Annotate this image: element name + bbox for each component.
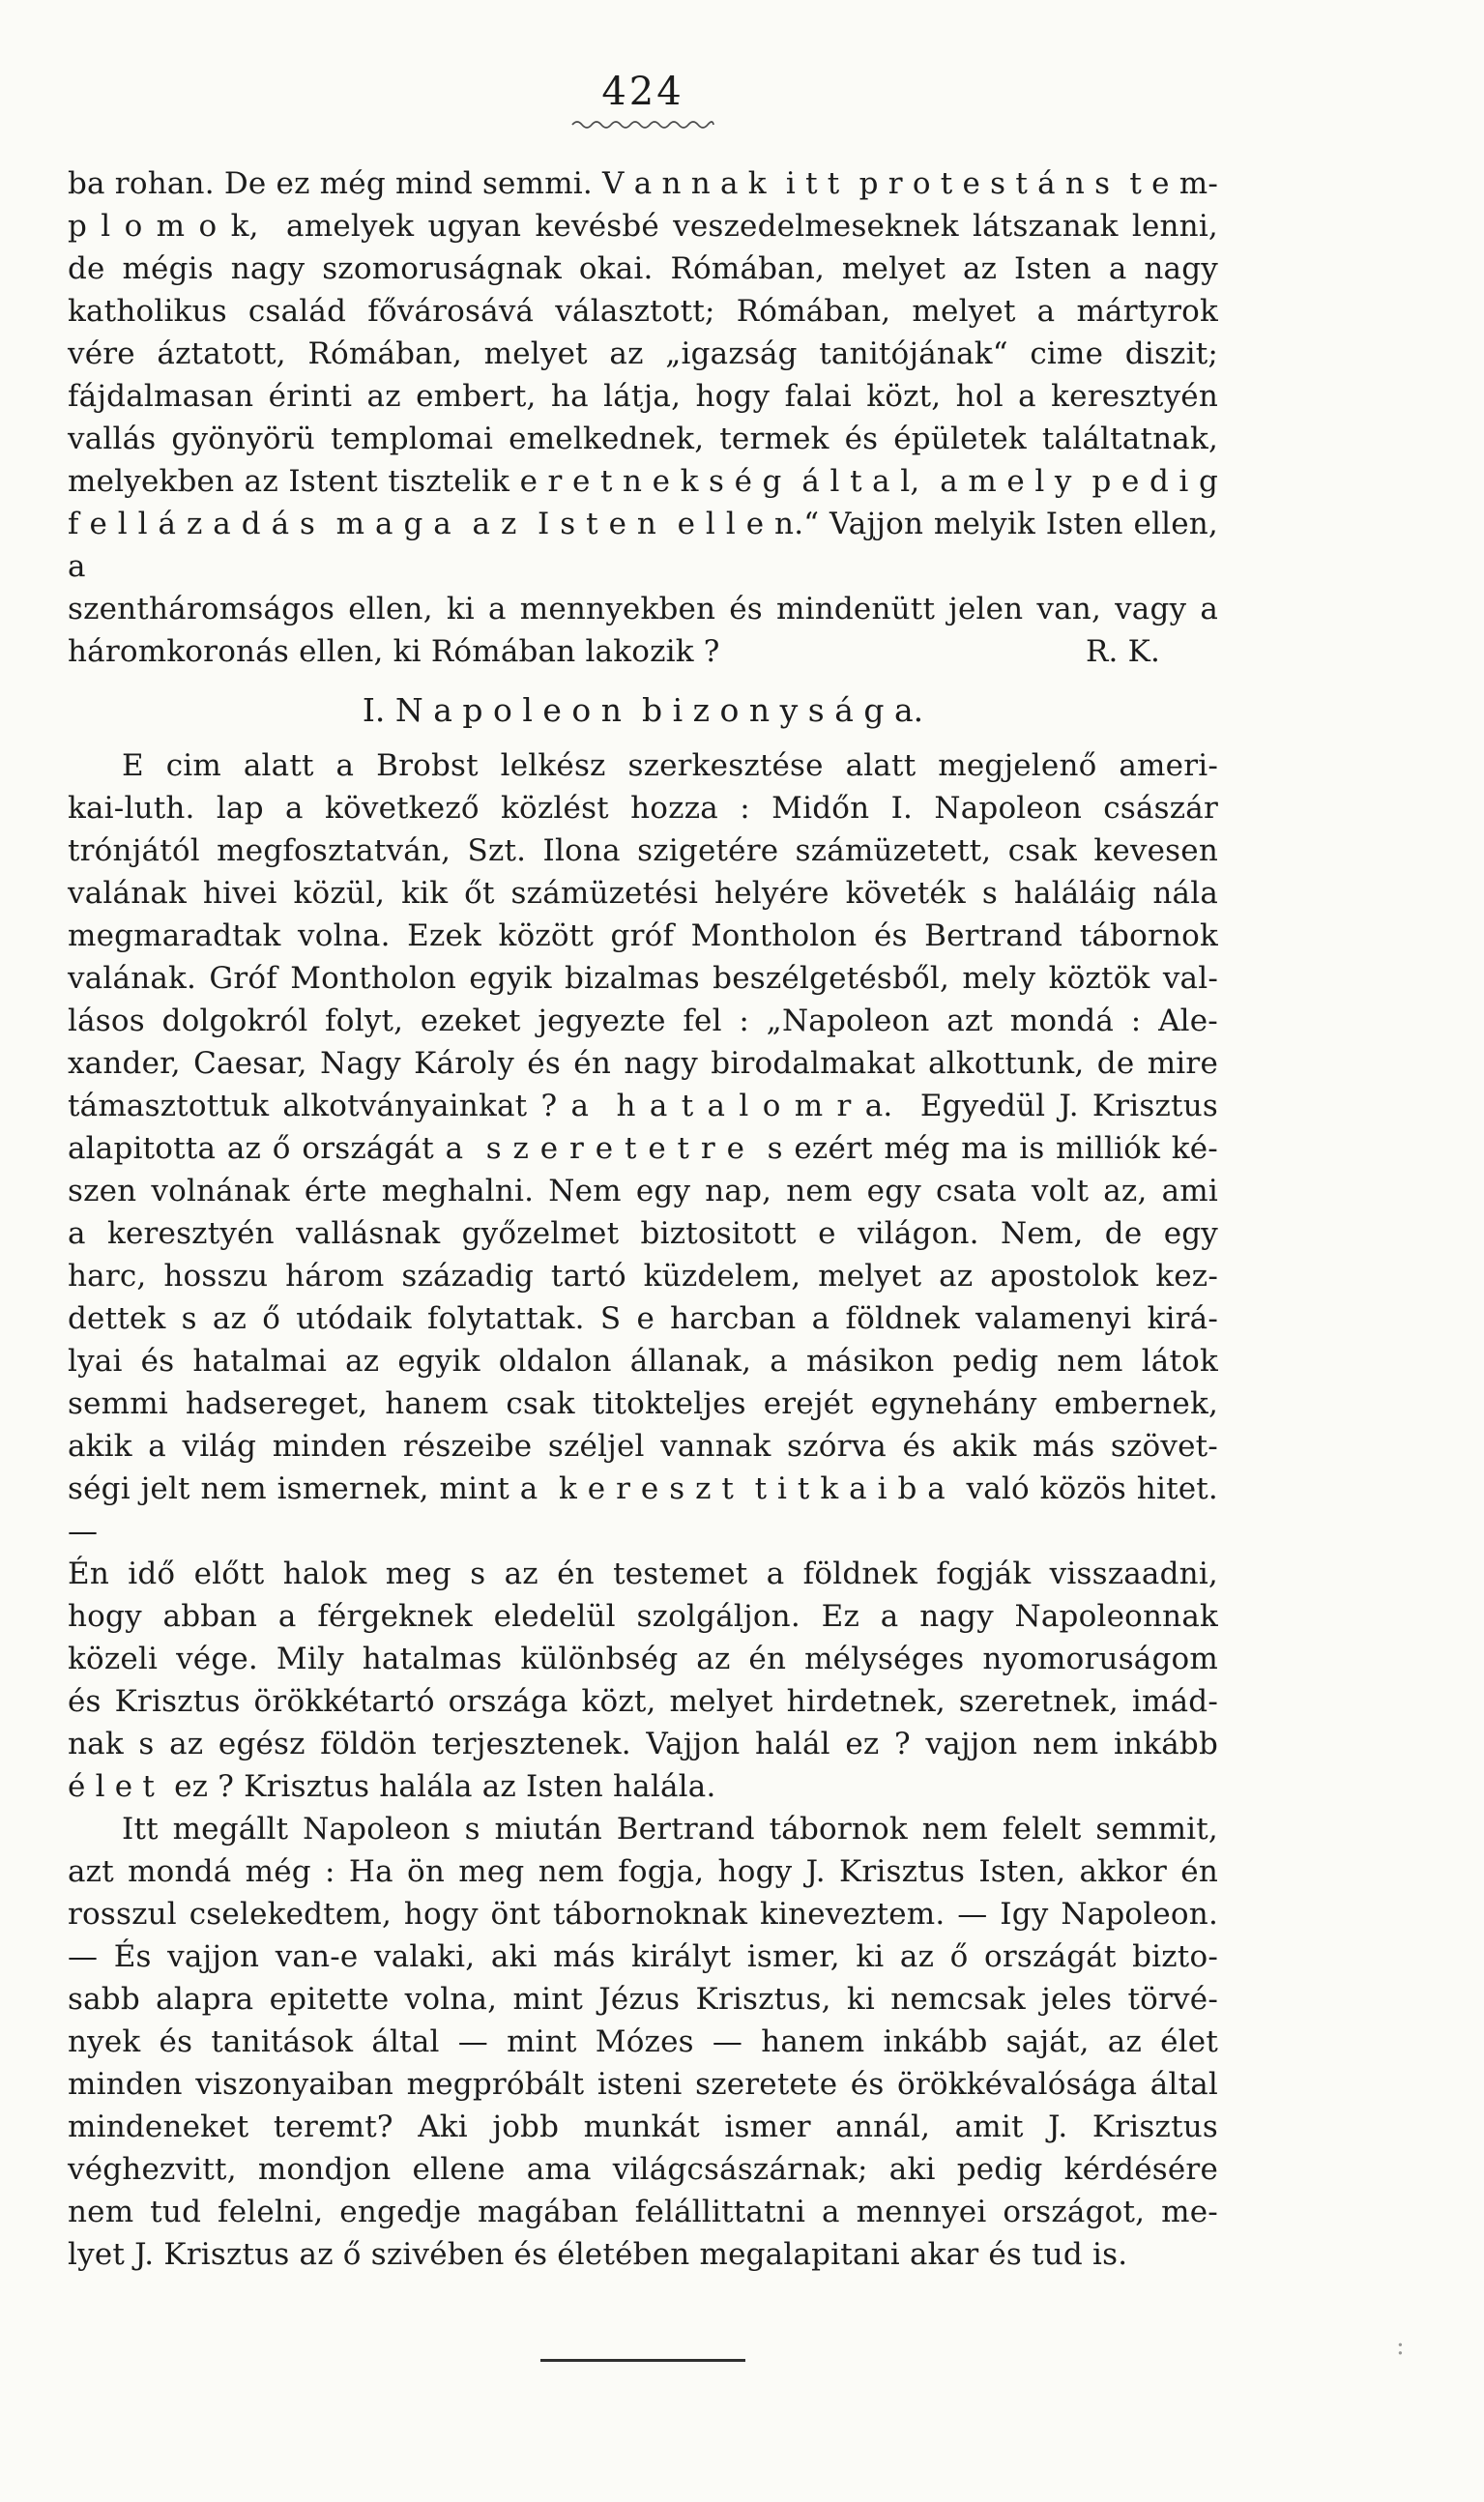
- text-line: de mégis nagy szomoruságnak okai. Rómában, melyet az Isten a nagy: [68, 251, 1218, 286]
- paragraph-2: [68, 744, 1218, 1808]
- section-heading: I. N a p o l e o n b i z o n y s á g a.: [362, 691, 924, 729]
- text-line: [68, 630, 1218, 673]
- text-line: azt mondá még : Ha ön meg nem fogja, hogy J. Krisztus Isten, akkor én: [68, 1854, 1218, 1889]
- text-line: sabb alapra epitette volna, mint Jézus Krisztus, ki nemcsak jeles törvé-: [68, 1982, 1218, 2017]
- text-line: lyai és hatalmai az egyik oldalon állanak, a másikon pedig nem látok: [68, 1344, 1218, 1379]
- text-line: dettek s az ő utódaik folytattak. S e harcban a földnek valamenyi kirá-: [68, 1301, 1218, 1336]
- text-line: nyek és tanitások által — mint Mózes — hanem inkább saját, az élet: [68, 2024, 1218, 2059]
- text-line: támasztottuk alkotványainkat ? a h a t a l o m r a. Egyedül J. Krisztus: [68, 1089, 1218, 1123]
- text-line: megmaradtak volna. Ezek között gróf Montholon és Bertrand tábornok: [68, 918, 1218, 953]
- text-line: valának. Gróf Montholon egyik bizalmas beszélgetésből, mely köztök val-: [68, 961, 1218, 996]
- text-line: fájdalmasan érinti az embert, ha látja, hogy falai közt, hol a keresztyén: [68, 379, 1218, 414]
- text-line: — És vajjon van-e valaki, aki más királyt ismer, ki az ő országát bizto-: [68, 1939, 1218, 1974]
- text-line: trónjától megfosztatván, Szt. Ilona szigetére számüzetett, csak kevesen: [68, 833, 1218, 868]
- text-line: ségi jelt nem ismernek, mint a k e r e s z t t i t k a i b a való közös hitet. —: [68, 1471, 1218, 1549]
- text-line: lásos dolgokról folyt, ezeket jegyezte fel : „Napoleon azt mondá : Ale-: [68, 1004, 1218, 1038]
- line-left-text: háromkoronás ellen, ki Rómában lakozik ?: [68, 634, 720, 669]
- text-line: nak s az egész földön terjesztenek. Vajjon halál ez ? vajjon nem inkább: [68, 1727, 1218, 1761]
- text-line: xander, Caesar, Nagy Károly és én nagy birodalmakat alkottunk, de mire: [68, 1046, 1218, 1081]
- text-line: semmi hadsereget, hanem csak titokteljes erejét egynehány embernek,: [68, 1386, 1218, 1421]
- text-line: minden viszonyaiban megpróbált isteni szeretete és örökkévalósága által: [68, 2067, 1218, 2102]
- text-line: hogy abban a férgeknek eledelül szolgáljon. Ez a nagy Napoleonnak: [68, 1599, 1218, 1634]
- text-line: akik a világ minden részeibe széljel vannak szórva és akik más szövet-: [68, 1429, 1218, 1464]
- text-line: harc, hosszu három századig tartó küzdelem, melyet az apostolok kez-: [68, 1259, 1218, 1294]
- text-line: vallás gyönyörü templomai emelkednek, termek és épületek találtatnak,: [68, 422, 1218, 456]
- text-line: é l e t ez ? Krisztus halála az Isten halála.: [68, 1769, 716, 1804]
- text-line: melyekben az Istent tisztelik e r e t n e k s é g á l t a l, a m e l y p e d i g: [68, 464, 1218, 499]
- text-line: a keresztyén vallásnak győzelmet biztositott e világon. Nem, de egy: [68, 1216, 1218, 1251]
- page-header: [68, 70, 1218, 130]
- end-rule: [540, 2359, 745, 2362]
- text-line: vére áztatott, Rómában, melyet az „igazság tanitójának“ cime diszit;: [68, 336, 1218, 371]
- paragraph-1: [68, 162, 1218, 673]
- scan-artifact: :: [1396, 2332, 1405, 2361]
- text-line: valának hivei közül, kik őt számüzetési helyére követék s haláláig nála: [68, 876, 1218, 911]
- text-line: E cim alatt a Brobst lelkész szerkesztése alatt megjelenő ameri-: [122, 748, 1218, 783]
- text-line: és Krisztus örökkétartó országa közt, melyet hirdetnek, szeretnek, imád-: [68, 1684, 1218, 1719]
- text-line: p l o m o k, amelyek ugyan kevésbé veszedelmeseknek látszanak lenni,: [68, 209, 1218, 244]
- page-number: 424: [601, 70, 684, 114]
- text-line: katholikus család fővárosává választott; Rómában, melyet a mártyrok: [68, 294, 1218, 329]
- paragraph-3: [68, 1808, 1218, 2276]
- text-line: közeli vége. Mily hatalmas különbség az én mélységes nyomoruságom: [68, 1642, 1218, 1676]
- text-line: ba rohan. De ez még mind semmi. V a n n a k i t t p r o t e s t á n s t e m-: [68, 166, 1218, 201]
- text-line: szentháromságos ellen, ki a mennyekben és mindenütt jelen van, vagy a: [68, 592, 1218, 626]
- text-block: [68, 162, 1218, 2362]
- text-line: mindeneket teremt? Aki jobb munkát ismer annál, amit J. Krisztus: [68, 2109, 1218, 2144]
- text-line: véghezvitt, mondjon ellene ama világcsászárnak; aki pedig kérdésére: [68, 2152, 1218, 2187]
- text-line: alapitotta az ő országát a s z e r e t e t r e s ezért még ma is milliók ké-: [68, 1131, 1218, 1166]
- author-initials: R. K.: [1085, 634, 1160, 669]
- text-line: Itt megállt Napoleon s miután Bertrand tábornok nem felelt semmit,: [122, 1812, 1218, 1847]
- wavy-divider-icon: [570, 118, 715, 130]
- text-line: szen volnának érte meghalni. Nem egy nap, nem egy csata volt az, ami: [68, 1174, 1218, 1208]
- text-line: f e l l á z a d á s m a g a a z I s t e n e l l e n.“ Vajjon melyik Isten ellen, a: [68, 507, 1218, 584]
- text-line: kai-luth. lap a következő közlést hozza : Midőn I. Napoleon császár: [68, 791, 1218, 826]
- text-line: nem tud felelni, engedje magában felállittatni a mennyei országot, me-: [68, 2195, 1218, 2229]
- text-line: rosszul cselekedtem, hogy önt tábornoknak kineveztem. — Igy Napoleon.: [68, 1897, 1218, 1932]
- text-line: Én idő előtt halok meg s az én testemet a földnek fogják visszaadni,: [68, 1556, 1218, 1591]
- text-line: lyet J. Krisztus az ő szivében és életében megalapitani akar és tud is.: [68, 2237, 1128, 2272]
- paragraph-lines: [68, 162, 1218, 630]
